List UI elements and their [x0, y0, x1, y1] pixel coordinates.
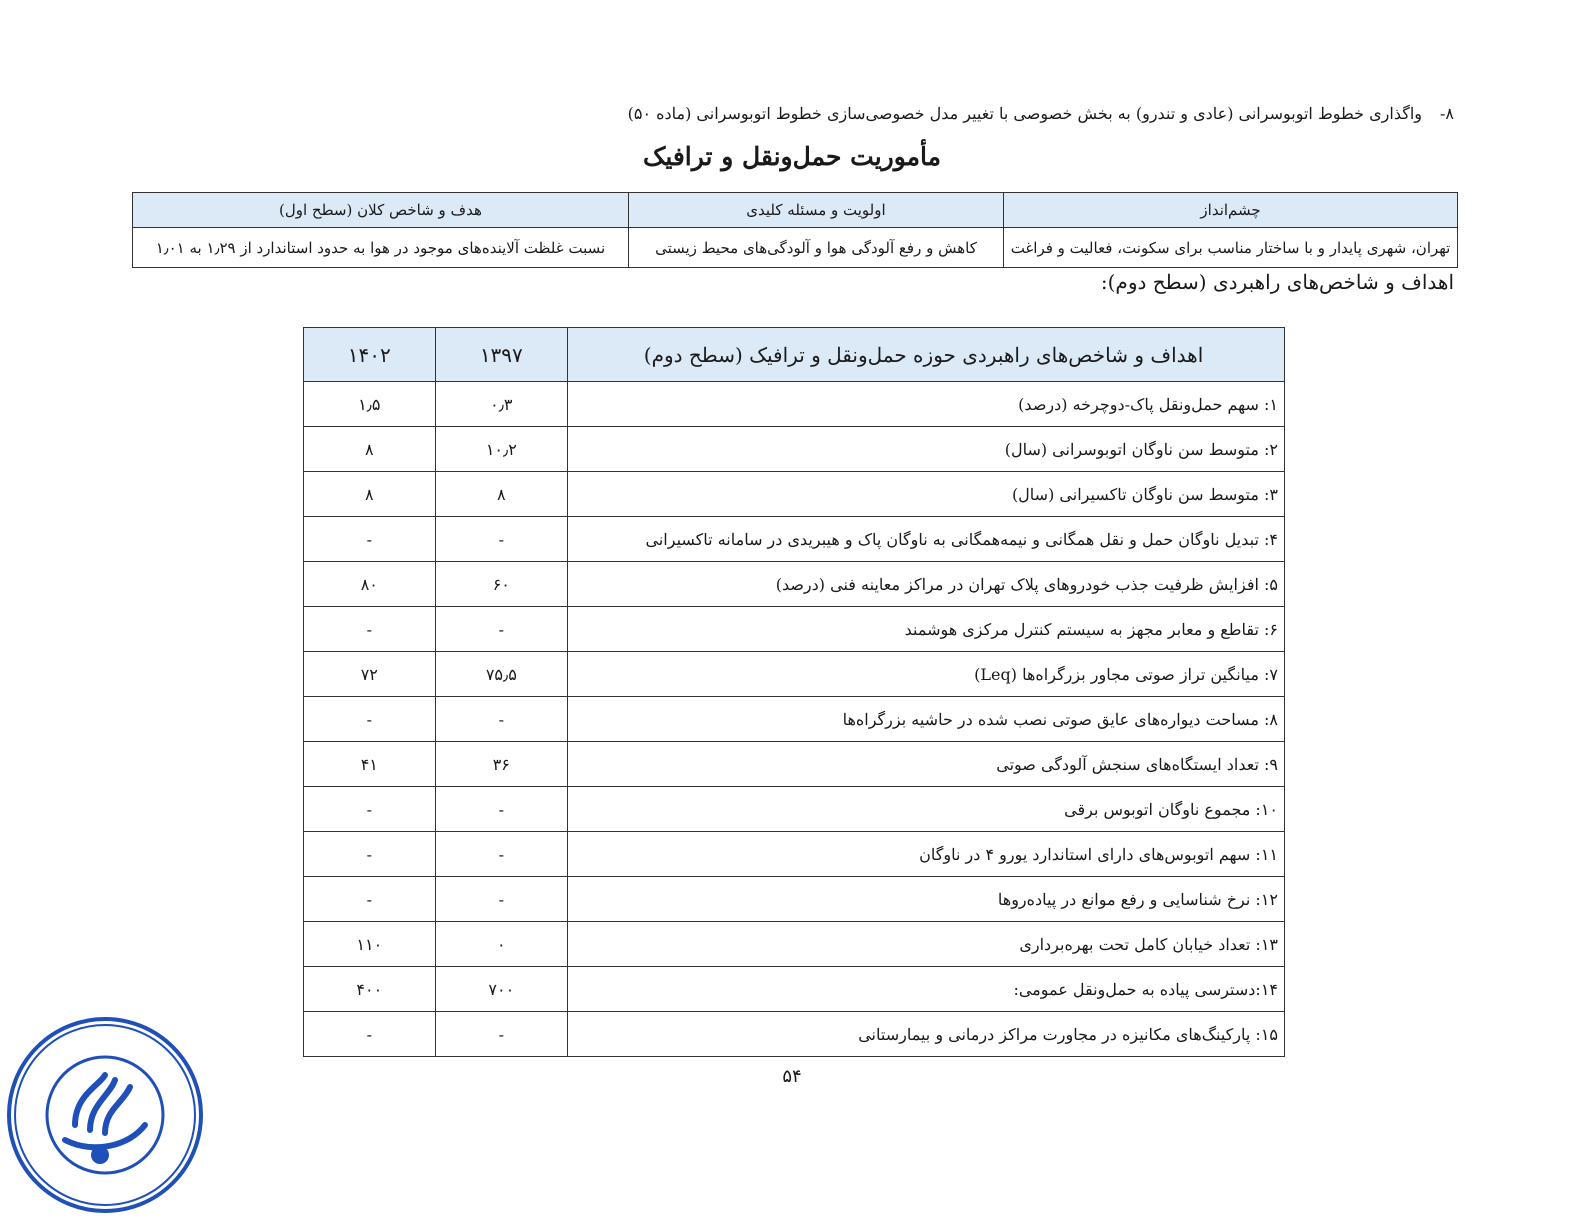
level1-header-row: [133, 193, 1458, 228]
value-1397-cell: ۶۰: [435, 562, 567, 607]
value-1397-cell: -: [435, 877, 567, 922]
indicator-cell: ۹: تعداد ایستگاه‌های سنجش آلودگی صوتی: [568, 742, 1285, 787]
table-row: [304, 742, 1285, 787]
level2-header-row: [304, 328, 1285, 382]
indicator-cell: ۴: تبدیل ناوگان حمل و نقل همگانی و نیمه‌همگانی به ناوگان پاک و هیبریدی در سامانه تاکسیرانی: [568, 517, 1285, 562]
sub-heading: اهداف و شاخص‌های راهبردی (سطح دوم):: [1100, 270, 1454, 294]
vision-cell: تهران، شهری پایدار و با ساختار مناسب برای سکونت، فعالیت و فراغت: [1004, 228, 1458, 268]
value-1402-cell: ۸۰: [304, 562, 436, 607]
table-row: [304, 697, 1285, 742]
value-1402-cell: ۸: [304, 472, 436, 517]
header-goal: هدف و شاخص کلان (سطح اول): [133, 193, 629, 228]
page-number: ۵۴: [782, 1066, 802, 1087]
value-1397-cell: ۸: [435, 472, 567, 517]
table-row: [304, 472, 1285, 517]
table-row: [304, 382, 1285, 427]
level2-table: [303, 327, 1285, 1057]
value-1402-cell: ۸: [304, 427, 436, 472]
value-1402-cell: ۱۱۰: [304, 922, 436, 967]
table-row: [304, 1012, 1285, 1057]
indicator-cell: ۳: متوسط سن ناوگان تاکسیرانی (سال): [568, 472, 1285, 517]
indicator-cell: ۱۰: مجموع ناوگان اتوبوس برقی: [568, 787, 1285, 832]
header-year-1397: ۱۳۹۷: [435, 328, 567, 382]
goal-cell: نسبت غلظت آلاینده‌های موجود در هوا به حدود استاندارد از ۱٫۲۹ به ۱٫۰۱: [133, 228, 629, 268]
table-row: [304, 967, 1285, 1012]
mission-title: مأموریت حمل‌ونقل و ترافیک: [642, 142, 942, 171]
value-1397-cell: ۰٫۳: [435, 382, 567, 427]
indicator-cell: ۸: مساحت دیواره‌های عایق صوتی نصب شده در حاشیه بزرگراه‌ها: [568, 697, 1285, 742]
value-1402-cell: -: [304, 787, 436, 832]
table-row: [304, 427, 1285, 472]
indicator-cell: ۱۱: سهم اتوبوس‌های دارای استاندارد یورو ۴ در ناوگان: [568, 832, 1285, 877]
seal-emblem-icon: [65, 1075, 145, 1161]
table-row: [304, 517, 1285, 562]
indicator-cell: ۱۵: پارکینگ‌های مکانیزه در مجاورت مراکز درمانی و بیمارستانی: [568, 1012, 1285, 1057]
value-1402-cell: -: [304, 832, 436, 877]
value-1397-cell: ۱۰٫۲: [435, 427, 567, 472]
value-1397-cell: -: [435, 832, 567, 877]
header-year-1402: ۱۴۰۲: [304, 328, 436, 382]
list-item-text: واگذاری خطوط اتوبوسرانی (عادی و تندرو) به بخش خصوصی با تغییر مدل خصوصی‌سازی خطوط اتوبوسرانی (ماده ۵۰): [627, 104, 1422, 123]
table-row: [304, 922, 1285, 967]
value-1397-cell: ۰: [435, 922, 567, 967]
value-1397-cell: -: [435, 1012, 567, 1057]
value-1397-cell: -: [435, 517, 567, 562]
value-1397-cell: ۳۶: [435, 742, 567, 787]
value-1397-cell: -: [435, 607, 567, 652]
header-indicator: اهداف و شاخص‌های راهبردی حوزه حمل‌ونقل و ترافیک (سطح دوم): [568, 328, 1285, 382]
value-1402-cell: ۴۱: [304, 742, 436, 787]
indicator-cell: ۱۳: تعداد خیابان کامل تحت بهره‌برداری: [568, 922, 1285, 967]
table-row: [304, 562, 1285, 607]
indicator-cell: ۱۲: نرخ شناسایی و رفع موانع در پیاده‌روها: [568, 877, 1285, 922]
priority-cell: کاهش و رفع آلودگی هوا و آلودگی‌های محیط زیستی: [628, 228, 1003, 268]
level2-table-body: [304, 382, 1285, 1057]
indicator-cell: ۲: متوسط سن ناوگان اتوبوسرانی (سال): [568, 427, 1285, 472]
header-priority: اولویت و مسئله کلیدی: [628, 193, 1003, 228]
indicator-cell: ۱: سهم حمل‌ونقل پاک-دوچرخه (درصد): [568, 382, 1285, 427]
value-1402-cell: -: [304, 607, 436, 652]
value-1402-cell: -: [304, 697, 436, 742]
value-1402-cell: -: [304, 1012, 436, 1057]
indicator-cell: ۷: میانگین تراز صوتی مجاور بزرگراه‌ها (Leq): [568, 652, 1285, 697]
council-seal-stamp: [5, 1015, 205, 1215]
indicator-cell: ۱۴:دسترسی پیاده به حمل‌ونقل عمومی:: [568, 967, 1285, 1012]
value-1397-cell: -: [435, 697, 567, 742]
seal-outer-ring-inner: [15, 1025, 195, 1205]
indicator-cell: ۶: تقاطع و معابر مجهز به سیستم کنترل مرکزی هوشمند: [568, 607, 1285, 652]
table-row: [304, 652, 1285, 697]
value-1397-cell: -: [435, 787, 567, 832]
value-1402-cell: -: [304, 877, 436, 922]
indicator-cell: ۵: افزایش ظرفیت جذب خودروهای پلاک تهران در مراکز معاینه فنی (درصد): [568, 562, 1285, 607]
value-1397-cell: ۷۰۰: [435, 967, 567, 1012]
table-row: [304, 877, 1285, 922]
list-item-number: ۸-: [1440, 104, 1454, 123]
value-1402-cell: ۱٫۵: [304, 382, 436, 427]
value-1402-cell: -: [304, 517, 436, 562]
level1-table: [132, 192, 1458, 268]
header-vision: چشم‌انداز: [1004, 193, 1458, 228]
value-1402-cell: ۷۲: [304, 652, 436, 697]
value-1402-cell: ۴۰۰: [304, 967, 436, 1012]
table-row: [304, 832, 1285, 877]
value-1397-cell: ۷۵٫۵: [435, 652, 567, 697]
top-list-item: [600, 104, 1454, 123]
seal-outer-ring: [9, 1019, 201, 1211]
table-row: [304, 607, 1285, 652]
table-row: [304, 787, 1285, 832]
level1-row: [133, 228, 1458, 268]
